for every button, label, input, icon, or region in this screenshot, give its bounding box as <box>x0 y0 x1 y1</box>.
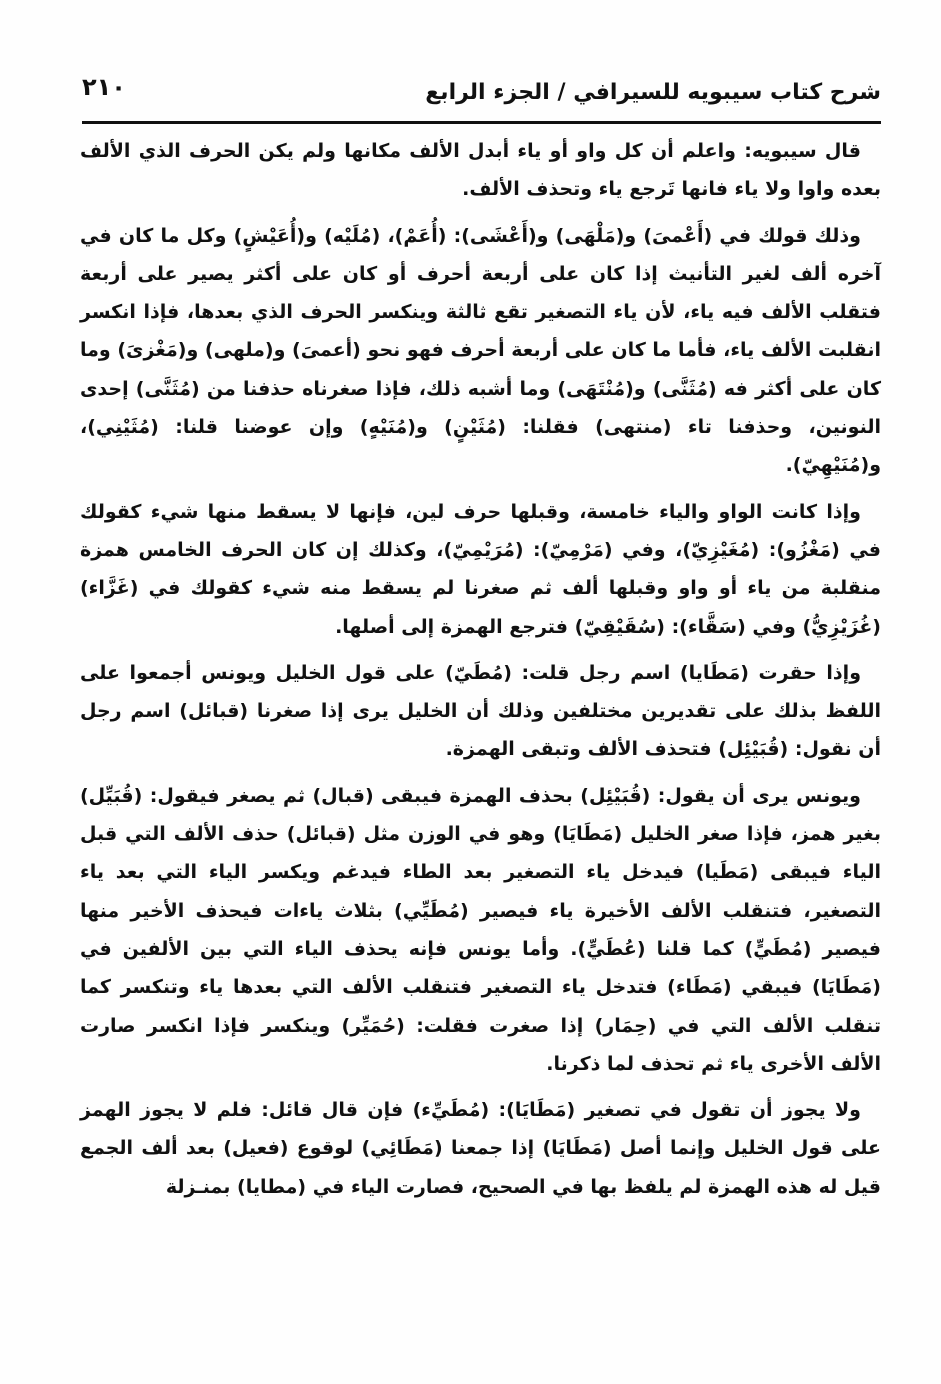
paragraph-2: وذلك قولك في (أَعْمىَ) و(مَلْهَى) و(أَعْشَى): (أُعَمْ)، (مُلَيْه) و(أُعَيْشٍ) وكل ما كان في آخره ألف لغير التأنيث إذا كان على أربعة أحرف أو كان على أكثر يصير على أربعة فتقلب الألف فيه ياء، لأن ياء التصغير تقع ثالثة وينكسر الحرف الذي بعدها، فإذا انكسر انقلبت الألف ياء، فأما ما كان على أربعة أحرف فهو نحو (أعمىَ) و(ملهى) و(مَغْزىَ) وما كان على أكثر فه (مُثَنَّى) و(مُنْتَهَى) وما أشبه ذلك، فإذا صغرناه حذفنا من (مُثَنَّى) إحدى النونين، وحذفنا تاء (منتهى) فقلنا: (مُثَيْنٍ) و(مُنَيْهٍ) وإن عوضنا قلنا: (مُثَيْنِي)، و(مُنَيْهِيّ). <box>80 224 881 477</box>
paragraph-6: ولا يجوز أن تقول في تصغير (مَطَايَا): (مُطَيِّء) فإن قال قائل: فلم لا يجوز الهمز على قول الخليل وإنما أصل (مَطَايَا) إذا جمعنا (مَطَائِي) لوقوع (فعيل) بعد ألف الجمع قيل له هذه الهمزة لم يلفظ بها في الصحيح، فصارت الياء في (مطايا) بمنـزلة <box>80 1099 881 1198</box>
paragraph-5: ويونس يرى أن يقول: (قُبَيْئِل) بحذف الهمزة فيبقى (قبال) ثم يصغر فيقول: (قُبَيِّل) بغير همز، فإذا صغر الخليل (مَطَايَا) وهو في الوزن مثل (قبائل) حذف الألف التي قبل الياء فيبقى (مَطَيا) فيدخل ياء التصغير بعد الطاء فيدغم ويكسر الياء التي بعد ياء التصغير، فتنقلب الألف الأخيرة ياء فيصير (مُطَيِّي) بثلاث ياءات فيحذف الأخير منها فيصير (مُطَيٍّ) كما قلنا (عُطَيٍّ). وأما يونس فإنه يحذف الياء التي بين الألفين في (مَطَايَا) فيبقي (مَطَاء) فتدخل ياء التصغير فتنقلب الألف التي بعدها ياء وتنكسر كما تنقلب الألف التي في (حِمَار) إذا صغرت فقلت: (حُمَيِّر) وينكسر فإذا انكسر صارت الألف الأخرى ياء ثم تحذف لما ذكرنا. <box>80 784 881 1075</box>
body-text <box>80 132 881 1214</box>
running-header <box>82 66 881 120</box>
header-title: شرح كتاب سيبويه للسيرافي / الجزء الرابع <box>425 80 881 105</box>
page-number: ٢١٠ <box>82 73 126 101</box>
paragraph-4: وإذا حقرت (مَطَايا) اسم رجل قلت: (مُطَيّ) على قول الخليل ويونس أجمعوا على اللفظ بذلك على تقديرين مختلفين وذلك أن الخليل يرى إذا صغرنا (قبائل) اسم رجل أن نقول: (قُبَيْئِل) فتحذف الألف وتبقى الهمزة. <box>80 661 881 761</box>
paragraph-1: قال سيبويه: واعلم أن كل واو أو ياء أبدل الألف مكانها ولم يكن الحرف الذي الألف بعده واوا ولا ياء فانها تَرجع ياء وتحذف الألف. <box>80 140 881 201</box>
header-rule <box>82 121 881 124</box>
paragraph-3: وإذا كانت الواو والياء خامسة، وقبلها حرف لين، فإنها لا يسقط منها شيء كقولك في (مَغْزُو): (مُغَيْزِيّ)، وفي (مَرْمِيّ): (مُرَيْمِيّ)، وكذلك إن كان الحرف الخامس همزة منقلبة من ياء أو واو وقبلها ألف ثم صغرنا لم يسقط منه شيء كقولك في (غَزَّاء) (غُزَيْزِيُّ) وفي (سَقَّاء): (سُقَيْقِيّ) فترجع الهمزة إلى أصلها. <box>80 500 881 638</box>
